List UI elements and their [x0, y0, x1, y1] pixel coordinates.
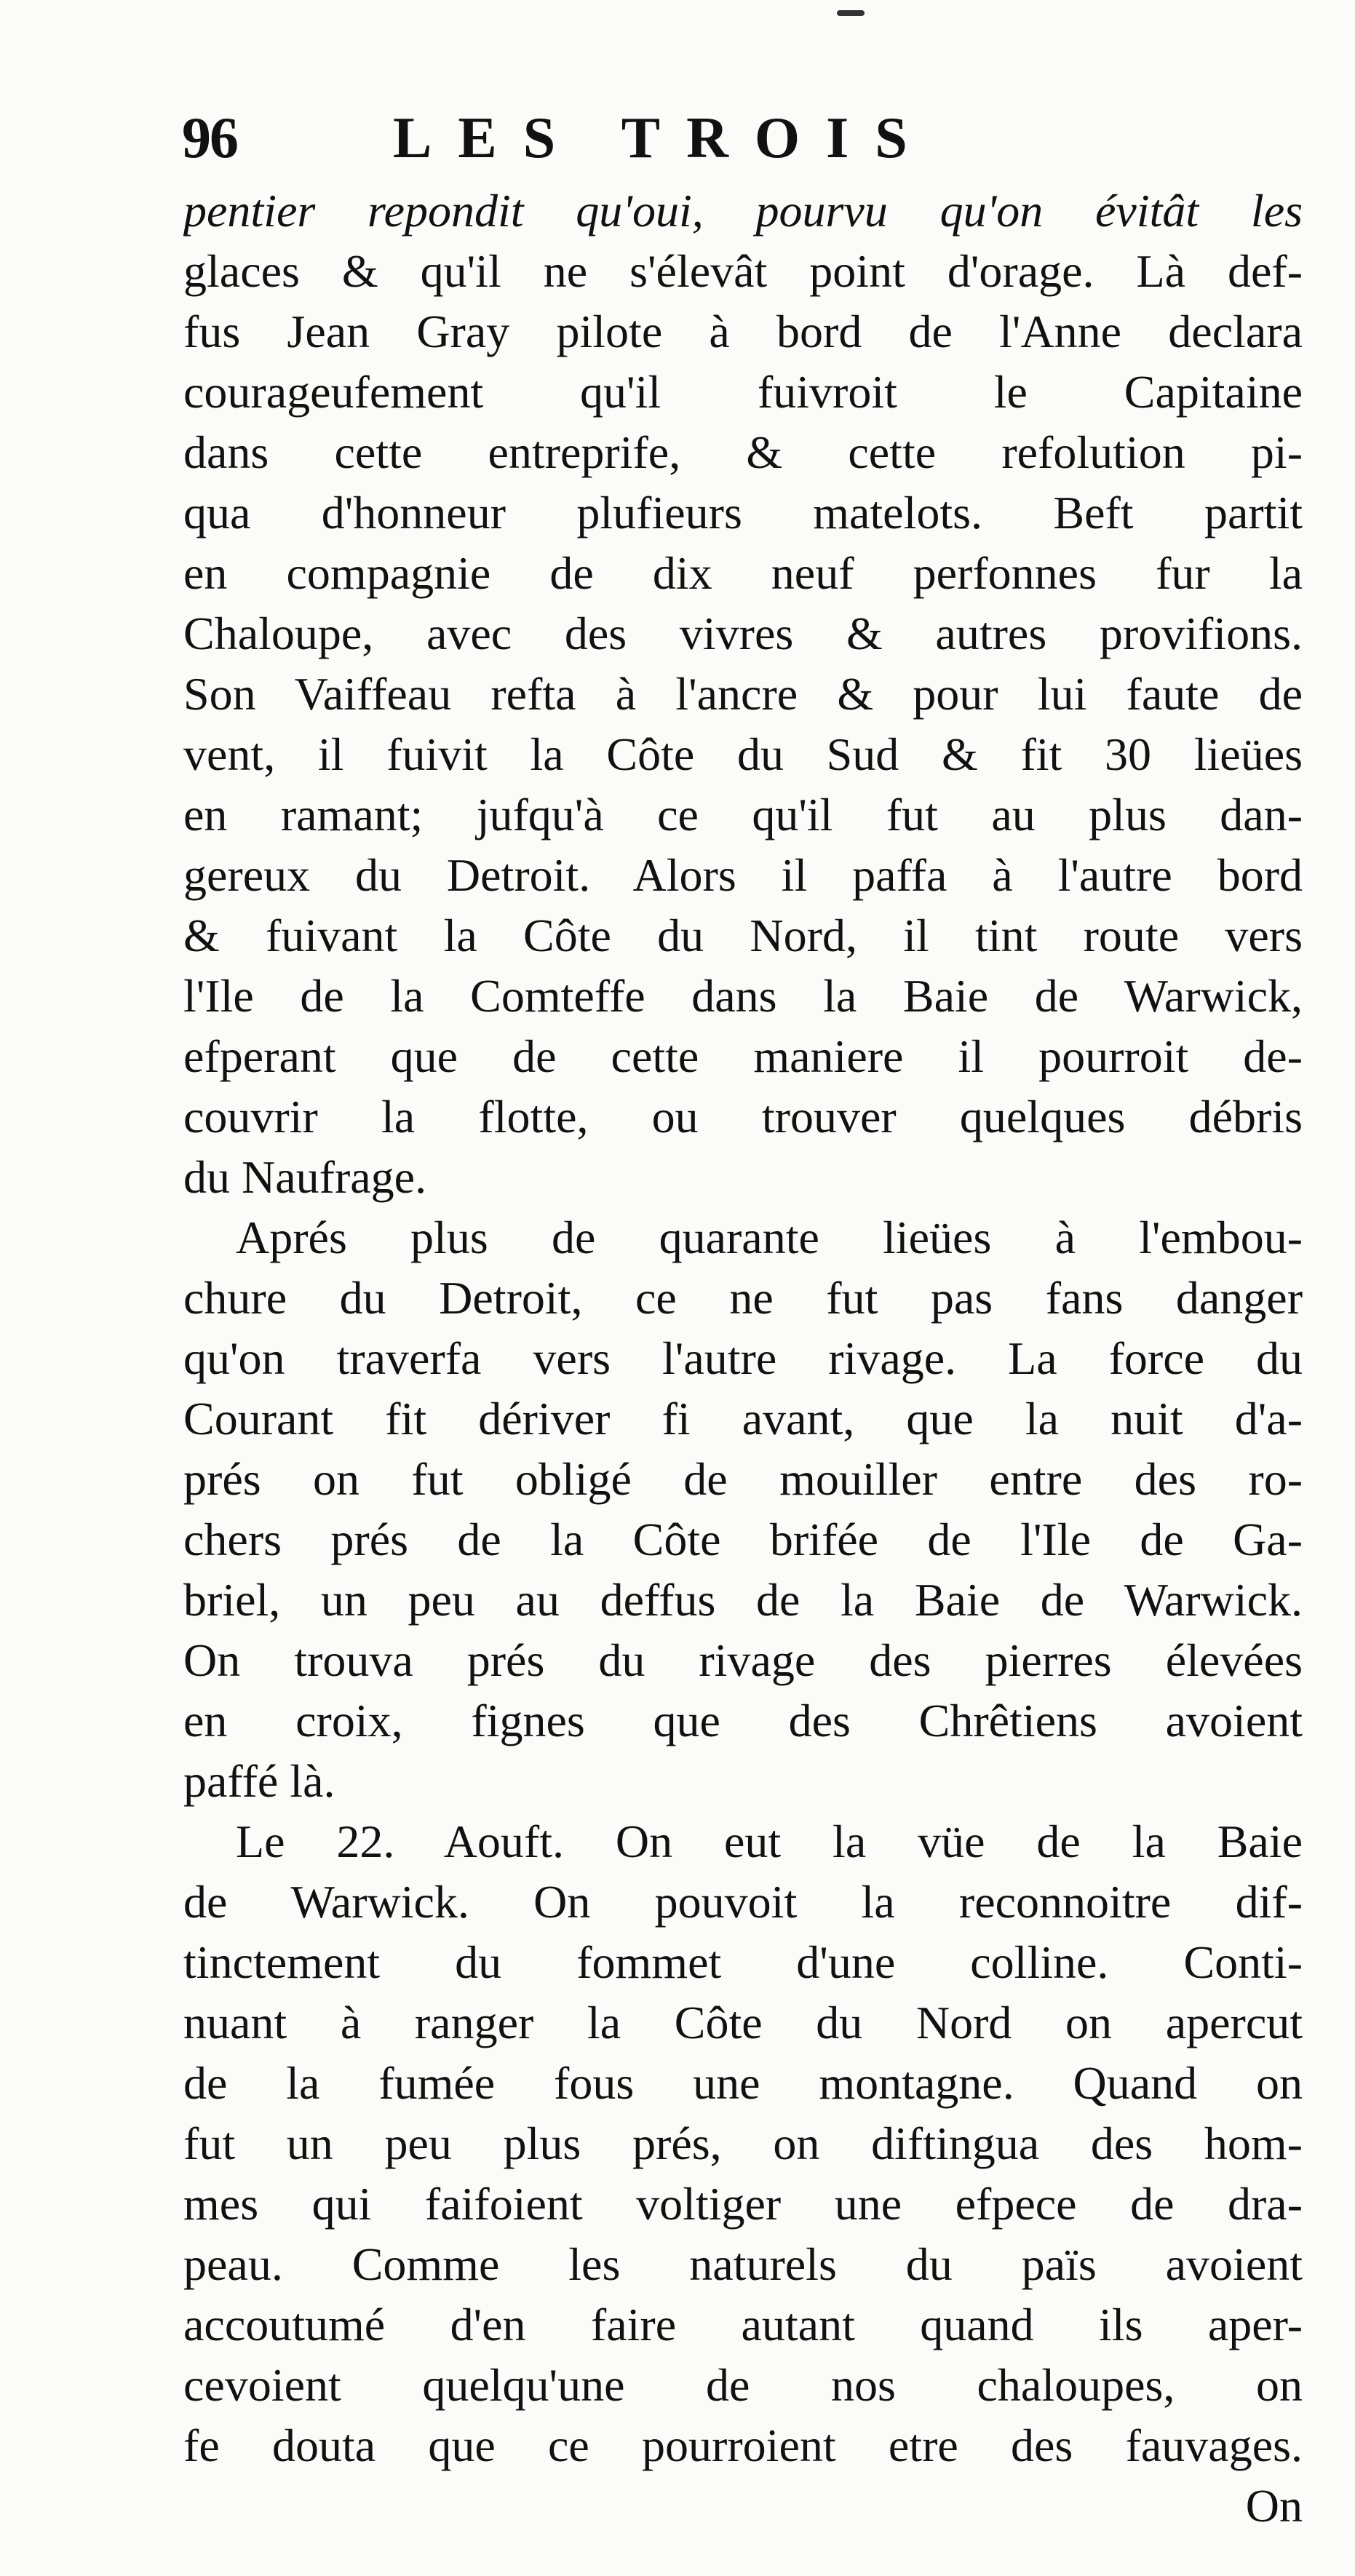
text-line: glaces & qu'il ne s'élevât point d'orage. Là def-	[183, 245, 1303, 297]
text-line: nuant à ranger la Côte du Nord on apercut	[183, 1997, 1303, 2048]
text-line: chure du Detroit, ce ne fut pas fans danger	[183, 1272, 1303, 1324]
text-line: fe douta que ce pourroient etre des fauvages.	[183, 2420, 1303, 2471]
text-line: qua d'honneur plufieurs matelots. Beft partit	[183, 487, 1303, 538]
text-line: de Warwick. On pouvoit la reconnoitre dif-	[183, 1876, 1303, 1928]
text-line: Son Vaiffeau refta à l'ancre & pour lui faute de	[183, 668, 1303, 720]
text-line: peau. Comme les naturels du païs avoient	[183, 2238, 1303, 2290]
text-line: en ramant; jufqu'à ce qu'il fut au plus dan-	[183, 789, 1303, 840]
text-line: dans cette entreprife, & cette refolution pi-	[183, 426, 1303, 478]
page-number: 96	[182, 106, 237, 170]
text-line: vent, il fuivit la Côte du Sud & fit 30 lieües	[183, 728, 1303, 780]
text-line: cevoient quelqu'une de nos chaloupes, on	[183, 2359, 1303, 2411]
text-line: gereux du Detroit. Alors il paffa à l'autre bord	[183, 849, 1303, 901]
text-line: prés on fut obligé de mouiller entre des ro-	[183, 1453, 1303, 1505]
text-line: On trouva prés du rivage des pierres élevées	[183, 1634, 1303, 1686]
text-line: mes qui faifoient voltiger une efpece de dra-	[183, 2178, 1303, 2230]
text-line: fus Jean Gray pilote à bord de l'Anne declara	[183, 306, 1303, 357]
paragraph-start-line: Le 22. Aouft. On eut la vüe de la Baie	[236, 1816, 1303, 1867]
text-line: & fuivant la Côte du Nord, il tint route vers	[183, 910, 1303, 961]
running-title: LES TROIS	[393, 106, 934, 170]
catchword: On	[1245, 2480, 1303, 2532]
print-mark	[837, 10, 865, 16]
paragraph-start-line: Aprés plus de quarante lieües à l'embou-	[236, 1212, 1303, 1263]
text-line: courageufement qu'il fuivroit le Capitaine	[183, 366, 1303, 418]
body-text	[183, 180, 1303, 2536]
text-line: Chaloupe, avec des vivres & autres provifions.	[183, 608, 1303, 659]
text-line: tinctement du fommet d'une colline. Conti-	[183, 1936, 1303, 1988]
text-line: en compagnie de dix neuf perfonnes fur la	[183, 547, 1303, 599]
page-header	[182, 102, 1273, 182]
text-line: de la fumée fous une montagne. Quand on	[183, 2057, 1303, 2109]
text-line: fut un peu plus prés, on diftingua des hom-	[183, 2118, 1303, 2169]
text-line: briel, un peu au deffus de la Baie de Warwick.	[183, 1574, 1303, 1626]
text-line: chers prés de la Côte brifée de l'Ile de Ga-	[183, 1514, 1303, 1565]
text-line: efperant que de cette maniere il pourroit de-	[183, 1030, 1303, 1082]
text-line: couvrir la flotte, ou trouver quelques débris	[183, 1091, 1303, 1142]
text-line: pentier repondit qu'oui, pourvu qu'on évitât les	[183, 185, 1303, 236]
text-line: Courant fit dériver fi avant, que la nuit d'a-	[183, 1393, 1303, 1444]
paragraph-end-line: du Naufrage.	[183, 1151, 427, 1203]
text-line: accoutumé d'en faire autant quand ils aper-	[183, 2299, 1303, 2350]
paragraph-end-line: paffé là.	[183, 1755, 335, 1807]
text-line: qu'on traverfa vers l'autre rivage. La force du	[183, 1332, 1303, 1384]
text-line: l'Ile de la Comteffe dans la Baie de Warwick,	[183, 970, 1303, 1022]
text-line: en croix, fignes que des Chrêtiens avoient	[183, 1695, 1303, 1746]
